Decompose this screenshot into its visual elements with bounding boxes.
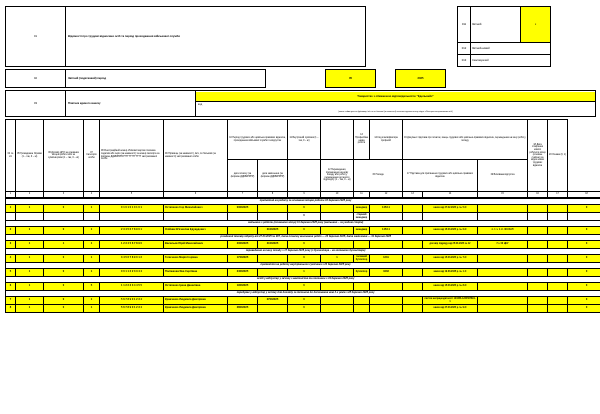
period-month[interactable]: 05 <box>326 70 376 88</box>
cell-c20[interactable]: 0 <box>568 297 600 305</box>
cell-c06[interactable]: 0 <box>44 255 84 263</box>
table-row <box>6 213 600 221</box>
cell-name[interactable]: Кравченко Людмила Дмитрівна <box>164 297 228 305</box>
cell-c15[interactable] <box>403 305 423 313</box>
cell-name[interactable] <box>164 213 228 221</box>
row01-title: Відомості про трудові відносини осіб та період проходження військової служби <box>66 7 366 67</box>
box013-code: 013 <box>458 55 471 67</box>
cell-end[interactable] <box>258 213 288 221</box>
box011-code: 011 <box>458 7 471 43</box>
cell-c18[interactable] <box>528 227 548 235</box>
cell-c08[interactable]: 3 4 5 6 7 8 9 0 1 2 <box>100 255 164 263</box>
cell-start[interactable] <box>228 227 258 235</box>
cell-c16[interactable]: наказ від 15.03.2025 р. № 6-О <box>423 227 478 235</box>
cell-c14[interactable] <box>370 297 403 305</box>
cell-c07[interactable]: 1 <box>84 305 100 313</box>
cell-c07[interactable] <box>84 213 100 221</box>
document-page <box>5 6 595 410</box>
cell-c11[interactable]: 1 <box>288 269 321 277</box>
cell-c16[interactable]: наказ від 15.03.2025 р. № 8-О <box>423 283 478 291</box>
cell-c19[interactable] <box>548 283 568 291</box>
cell-c17[interactable] <box>478 305 528 313</box>
cell-c13[interactable]: менеджер <box>354 205 370 213</box>
cell-n[interactable]: 7 <box>6 297 16 305</box>
cell-c18[interactable] <box>528 305 548 313</box>
cell-c05[interactable]: 1 <box>16 283 44 291</box>
cell-start[interactable]: 03032025 <box>228 205 258 213</box>
cell-c12[interactable]: 1 <box>321 255 354 263</box>
cell-c20[interactable]: 0 <box>568 305 600 313</box>
cell-c20[interactable]: 0 <box>568 205 600 213</box>
col-04-header: 04 № з/п <box>6 120 16 192</box>
cell-c06[interactable]: 0 <box>44 297 84 305</box>
cell-c05[interactable]: 1 <box>16 305 44 313</box>
cell-end[interactable] <box>258 205 288 213</box>
cell-c12[interactable] <box>321 269 354 277</box>
cell-end[interactable]: 31032025 <box>258 227 288 235</box>
cell-c14[interactable] <box>370 213 403 221</box>
cell-c08[interactable]: 2 3 4 5 6 7 8 9 0 1 <box>100 227 164 235</box>
cell-c13[interactable] <box>354 283 370 291</box>
col-10a-header: дата початку (за формою ДДММРРРР) <box>228 160 258 192</box>
cell-c18[interactable] <box>528 283 548 291</box>
cell-c18[interactable] <box>528 255 548 263</box>
cell-name[interactable]: Остапенко Ірина Данилівна <box>164 283 228 291</box>
section-caption-text: особі у відпустці у зв'язку з вагітністю та пологами з 19 березня 2025 року <box>6 277 600 283</box>
table-row <box>6 205 600 213</box>
cell-c17[interactable]: п. 1 ч. 1 ст. 36 КЗпП <box>478 227 528 235</box>
cell-c13[interactable] <box>354 297 370 305</box>
section-caption-text: прийняття на роботу внутрішнього сумісника з 24 березня 2025 року <box>6 263 600 269</box>
cell-c20[interactable]: 0 <box>568 255 600 263</box>
col-13-header: 13 Професійна назва роботи <box>354 120 370 160</box>
cell-c11[interactable]: 0 <box>288 297 321 305</box>
cell-c08[interactable] <box>100 213 164 221</box>
data-table <box>5 198 600 313</box>
cell-n[interactable]: 6 <box>6 283 16 291</box>
col-18-header: 18 Дата створення нового робочого місця (основне сумісне) за кодом нових трудових відносин <box>528 120 548 192</box>
cell-start[interactable]: 28032025 <box>228 305 258 313</box>
cell-start[interactable]: 24032025 <box>228 269 258 277</box>
cell-c13[interactable]: менеджер <box>354 227 370 235</box>
table-row <box>6 283 600 291</box>
col-09-header: 09 Прізвище (за наявності), ім'я, по батькові (за наявності) застрахованої особи <box>164 120 228 192</box>
cell-c12[interactable] <box>321 305 354 313</box>
section-caption-text: переведення на іншу посаду з 17 березня 2025 року (з бухгалтера – на головного бухгалтера) <box>6 249 600 255</box>
cell-c16[interactable] <box>423 213 478 221</box>
cell-c14[interactable] <box>370 283 403 291</box>
cell-c19[interactable] <box>548 305 568 313</box>
cell-c11[interactable]: 0 <box>288 255 321 263</box>
header-table <box>5 6 596 67</box>
employer-name[interactable]: Товариство з обмеженою відповідальністю "Едельвейс" <box>196 92 595 102</box>
cell-end[interactable]: 27032025 <box>258 297 288 305</box>
cell-c05[interactable]: 1 <box>16 297 44 305</box>
row02-title: Звітний (податковий) період <box>66 70 266 88</box>
cell-c12[interactable] <box>321 283 354 291</box>
row01-code: 01 <box>6 7 66 67</box>
cell-c15[interactable] <box>403 283 423 291</box>
cell-c05[interactable]: 1 <box>16 269 44 277</box>
cell-c08[interactable]: 5 6 7 8 9 0 1 2 3 4 <box>100 297 164 305</box>
cell-c17[interactable] <box>478 283 528 291</box>
cell-c11[interactable]: 0 <box>288 241 321 249</box>
section-caption-text: укладений договір підряду від 27.03.2025 № 907, дата початку виконання робіт — 23 березня 2025, дата закінчення — 31 березня 2025 <box>6 235 600 241</box>
cell-n[interactable]: 2 <box>6 227 16 235</box>
cell-end[interactable]: 31032025 <box>258 241 288 249</box>
box011-label: Звітний <box>471 7 521 43</box>
col-11-header: 11 Внутрішній сумісник (1 – так, 0 – ні) <box>288 120 321 160</box>
row02-code: 02 <box>6 70 66 88</box>
cell-c11[interactable]: 0 <box>288 283 321 291</box>
cell-c14[interactable]: 1231 <box>370 255 403 263</box>
section-caption-text: прийнятий на роботу за основним місцем роботи 03 березня 2025 року <box>6 199 600 205</box>
col-14-header: 14 Код класифікатора професій <box>370 120 403 160</box>
cell-c15[interactable] <box>403 241 423 249</box>
cell-c12[interactable] <box>321 297 354 305</box>
cell-start[interactable] <box>228 297 258 305</box>
cell-c14[interactable]: 1453.1 <box>370 227 403 235</box>
cell-name[interactable]: Остапенко Ігор Миколайович <box>164 205 228 213</box>
cell-end[interactable] <box>258 305 288 313</box>
cell-c13[interactable]: бухгалтер <box>354 269 370 277</box>
cell-c19[interactable] <box>548 269 568 277</box>
cell-c06[interactable]: 0 <box>44 305 84 313</box>
cell-name[interactable]: Олійник В'ячеслав Едуардович <box>164 227 228 235</box>
cell-c20[interactable]: 0 <box>568 283 600 291</box>
cell-c18[interactable] <box>528 205 548 213</box>
col-08-header: 08 Реєстраційний номер облікової картки платника податків або серія (за наявності) та номер паспорта за формою ДДММРРРР/ТТТТТТТТТТТТ застрахованої особи <box>100 120 164 192</box>
cell-c17[interactable] <box>478 297 528 305</box>
cell-c18[interactable] <box>528 213 548 221</box>
cell-c15[interactable] <box>403 255 423 263</box>
cell-c08[interactable]: 0 1 0 1 0 1 0 1 0 1 <box>100 205 164 213</box>
cell-n[interactable]: 1 <box>6 205 16 213</box>
col-12-header: 12 Переведення, призначення на нову посаду або роботу, переведення до іншого підрозділу (1 – так, 0 – ні) <box>321 160 354 192</box>
col-10-header: 10 Період трудових або цивільно-правових відносин, проходження військової служби та відпусток <box>228 120 288 160</box>
cell-c13[interactable]: старший менеджер <box>354 213 370 221</box>
cell-c17[interactable] <box>478 205 528 213</box>
cell-n[interactable]: 5 <box>6 269 16 277</box>
cell-c06[interactable] <box>44 213 84 221</box>
table-row <box>6 255 600 263</box>
cell-c15[interactable] <box>403 213 423 221</box>
cell-c06[interactable]: 0 <box>44 269 84 277</box>
cell-c17[interactable] <box>478 213 528 221</box>
col-15-header: 15 Посада <box>354 160 403 192</box>
cell-c11[interactable]: 0 <box>288 205 321 213</box>
col-06-header: 06 Договір ЦПХ за основним місцем роботи або за сумісництвом (1 – так, 0 – ні) <box>44 120 84 192</box>
table-row <box>6 227 600 235</box>
cell-c08[interactable]: 1 1 2 2 3 3 4 4 5 5 <box>100 283 164 291</box>
cell-c14[interactable] <box>370 305 403 313</box>
box011-value[interactable]: x <box>521 7 551 43</box>
cell-c11[interactable]: 0 <box>288 227 321 235</box>
cell-name[interactable]: Кравченко Людмила Дмитрівна <box>164 305 228 313</box>
section-caption-text: звільнено з роботи (основного місця) 31 березня 2025 року (звільнено – за угодою сторін) <box>6 221 600 227</box>
cell-c20[interactable] <box>568 213 600 221</box>
col-05-header: 05 Громадянин України (1 – так, 0 – ні) <box>16 120 44 192</box>
cell-c07[interactable]: 1 <box>84 255 100 263</box>
cell-c19[interactable] <box>548 255 568 263</box>
row03-code: 03 <box>6 91 66 117</box>
table-row <box>6 241 600 249</box>
cell-c08[interactable]: 0 0 1 1 2 2 3 3 4 4 <box>100 269 164 277</box>
cell-c15[interactable] <box>403 297 423 305</box>
col-10b-header: дата закінчення (за формою ДДММРРРР) <box>258 160 288 192</box>
period-year[interactable]: 2025 <box>396 70 446 88</box>
cell-c15[interactable] <box>403 269 423 277</box>
cell-c17[interactable]: Г.з. 03 ЦКУ <box>478 241 528 249</box>
col-16-header: 16 Документ підстава про початок, кінець трудових або цивільно-правових відносин, переведення на іншу роботу, посаду <box>403 120 528 160</box>
cell-c16[interactable]: наказ від 27.02.2025 р. № 5-О <box>423 205 478 213</box>
cell-c15[interactable] <box>403 227 423 235</box>
box013-label: Скасовуючий <box>471 55 551 67</box>
cell-c05[interactable]: 1 <box>16 241 44 249</box>
cell-c16[interactable]: наказ від 19.03.2025 р. № 1-С <box>423 269 478 277</box>
cell-c07[interactable]: 1 <box>84 205 100 213</box>
main-table <box>5 119 600 198</box>
cell-start[interactable]: 19032025 <box>228 283 258 291</box>
cell-c06[interactable]: 1 <box>44 241 84 249</box>
column-numbers-row: 1 2 3 4 5 6 7 8 9 10 11 12 13 14 15 16 17 18 <box>6 192 600 198</box>
cell-c07[interactable]: 1 <box>84 227 100 235</box>
cell-name[interactable]: Голиченко Марія Ігорівна <box>164 255 228 263</box>
cell-c17[interactable] <box>478 255 528 263</box>
cell-c14[interactable] <box>370 241 403 249</box>
employer-table <box>5 90 596 117</box>
section-caption-text: перебуває у відпустці у зв'язку для догляду за дитиною до досягнення нею 3-х років з 28 березня 2025 року <box>6 291 600 297</box>
employer-note: (повне найменування (прізвище, ім'я та по батькові (за наявності) платника єдиного внеску згідно з Реєстром застрахованих осіб) <box>338 110 453 113</box>
cell-end[interactable] <box>258 283 288 291</box>
box012-label: Звітний-новий <box>471 43 551 55</box>
cell-c15[interactable] <box>403 205 423 213</box>
cell-c06[interactable]: 0 <box>44 227 84 235</box>
employer-code-prefix: код <box>198 102 203 106</box>
period-table <box>5 69 596 88</box>
cell-c11[interactable]: 0 <box>288 305 321 313</box>
cell-c12[interactable] <box>321 241 354 249</box>
cell-c19[interactable] <box>548 227 568 235</box>
cell-c05[interactable]: 1 <box>16 205 44 213</box>
col-19-header: 19 Вихована відпустка <box>478 160 528 192</box>
cell-c16[interactable]: листок непрацездатності 123456-1234567891-1 <box>424 297 476 303</box>
col-20-header: 20 Ознака (0, 1) <box>548 120 568 192</box>
cell-c13[interactable]: головний бухгалтер <box>354 255 370 263</box>
table-row <box>6 269 600 277</box>
cell-n[interactable]: 3 <box>6 241 16 249</box>
cell-c17[interactable] <box>478 269 528 277</box>
cell-start[interactable] <box>228 213 258 221</box>
cell-c12[interactable] <box>321 205 354 213</box>
cell-c11[interactable]: 0 <box>288 213 321 221</box>
cell-c20[interactable]: 0 <box>568 227 600 235</box>
cell-c07[interactable]: 1 <box>84 269 100 277</box>
cell-end[interactable] <box>258 269 288 277</box>
cell-c13[interactable] <box>354 305 370 313</box>
table-row <box>6 297 600 305</box>
row03-title: Платник єдиного внеску <box>66 91 196 117</box>
table-row <box>6 305 600 313</box>
cell-c19[interactable] <box>548 297 568 305</box>
cell-c05[interactable]: 1 <box>16 227 44 235</box>
cell-c08[interactable]: 1 2 3 4 5 6 7 8 9 0 <box>100 241 164 249</box>
cell-n[interactable]: 4 <box>6 255 16 263</box>
cell-start[interactable]: 23032025 <box>228 241 258 249</box>
col-17-header: 17 Підстава для припинення трудових або цивільно-правових відносин <box>403 160 478 192</box>
cell-c06[interactable]: 0 <box>44 283 84 291</box>
cell-c14[interactable]: 3433 <box>370 269 403 277</box>
cell-start[interactable]: 17032025 <box>228 255 258 263</box>
cell-c19[interactable] <box>548 205 568 213</box>
box012-code: 012 <box>458 43 471 55</box>
cell-c18[interactable] <box>528 241 548 249</box>
cell-c12[interactable] <box>321 227 354 235</box>
cell-c20[interactable]: 0 <box>568 241 600 249</box>
cell-name[interactable]: Полішкова Яна Сергіївна <box>164 269 228 277</box>
cell-c13[interactable] <box>354 241 370 249</box>
cell-c16[interactable]: наказ від 15.03.2025 р. № 7-О <box>423 255 478 263</box>
cell-c19[interactable] <box>548 241 568 249</box>
cell-name[interactable]: Васильєв Юрій Миколайович <box>164 241 228 249</box>
cell-n[interactable] <box>6 213 16 221</box>
col-07-header: 07 Категорія особи <box>84 120 100 192</box>
cell-c06[interactable]: 0 <box>44 205 84 213</box>
cell-c16[interactable]: договір підряду від 25.03.2025 № 12 <box>423 241 478 249</box>
cell-c16[interactable]: наказ від 27.03.2025 р. № 9-О <box>423 305 478 313</box>
cell-n[interactable]: 8 <box>6 305 16 313</box>
cell-end[interactable] <box>258 255 288 263</box>
cell-c14[interactable]: 1453.1 <box>370 205 403 213</box>
cell-c07[interactable]: 1 <box>84 297 100 305</box>
cell-c20[interactable]: 0 <box>568 269 600 277</box>
cell-c12[interactable] <box>321 213 354 221</box>
cell-c05[interactable] <box>16 213 44 221</box>
cell-c08[interactable]: 5 6 7 8 9 0 1 2 3 4 <box>100 305 164 313</box>
cell-c05[interactable]: 1 <box>16 255 44 263</box>
cell-c07[interactable]: 1 <box>84 241 100 249</box>
cell-c19[interactable] <box>548 213 568 221</box>
cell-c18[interactable] <box>528 269 548 277</box>
cell-c07[interactable]: 5 <box>84 283 100 291</box>
cell-c18[interactable] <box>528 297 548 305</box>
